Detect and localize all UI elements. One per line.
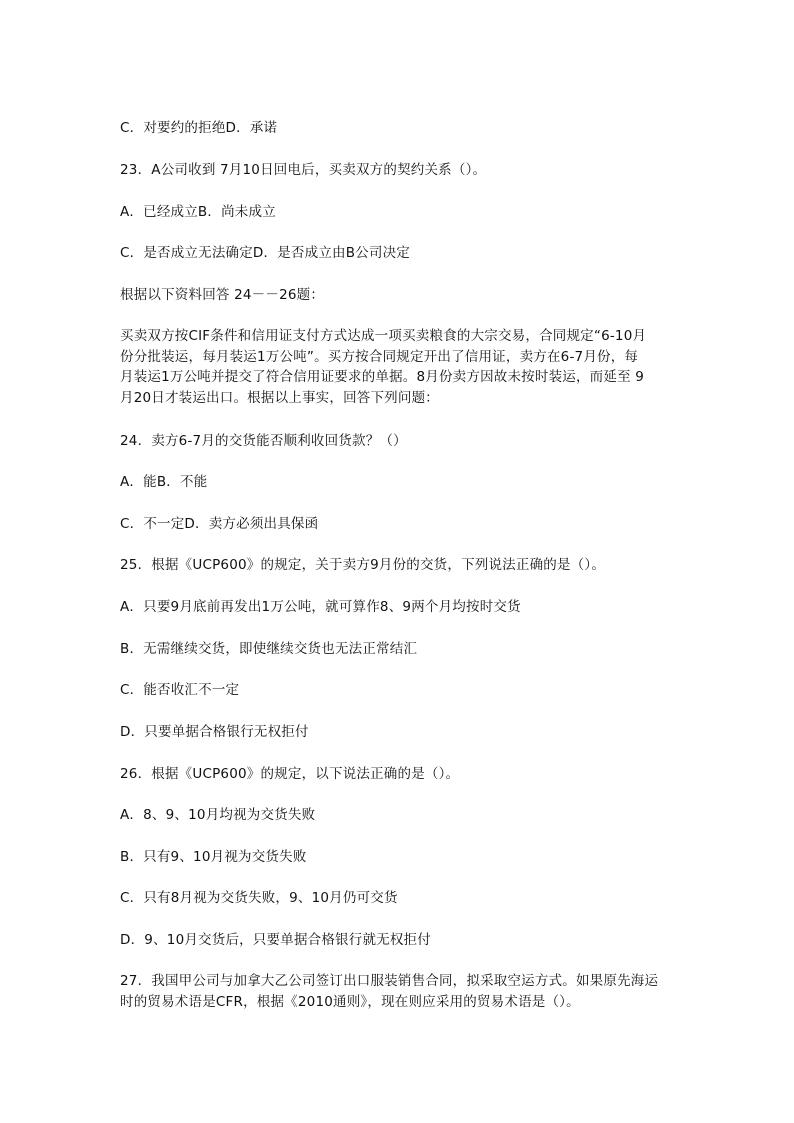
option-line: D．9、10月交货后，只要单据合格银行就无权拒付 bbox=[120, 932, 431, 948]
question-27-line: 27．我国甲公司与加拿大乙公司签订出口服装销售合同，拟采取空运方式。如果原先海运 bbox=[120, 973, 659, 989]
case-paragraph bbox=[120, 326, 680, 408]
option-line: A．只要9月底前再发出1万公吨，就可算作8、9两个月均按时交货 bbox=[120, 599, 521, 615]
question-27-line: 时的贸易术语是CFR，根据《2010通则》，现在则应采用的贸易术语是（）。 bbox=[120, 993, 580, 1010]
option-line: A．能B．不能 bbox=[120, 474, 208, 490]
section-intro: 根据以下资料回答 24－－26题： bbox=[120, 287, 325, 303]
option-line: C．对要约的拒绝D．承诺 bbox=[120, 120, 278, 136]
option-line: A．已经成立B．尚未成立 bbox=[120, 204, 276, 220]
case-line: 月20日才装运出口。根据以上事实，回答下列问题： bbox=[120, 389, 439, 406]
option-line: A．8、9、10月均视为交货失败 bbox=[120, 807, 316, 823]
option-line: C．只有8月视为交货失败，9、10月仍可交货 bbox=[120, 890, 398, 906]
option-line: B．无需继续交货，即使继续交货也无法正常结汇 bbox=[120, 641, 418, 657]
option-line: D．只要单据合格银行无权拒付 bbox=[120, 724, 309, 740]
question-26: 26．根据《UCP600》的规定，以下说法正确的是（）。 bbox=[120, 766, 460, 782]
question-25: 25．根据《UCP600》的规定，关于卖方9月份的交货，下列说法正确的是（）。 bbox=[120, 557, 606, 573]
case-line: 份分批装运，每月装运1万公吨”。买方按合同规定开出了信用证，卖方在6-7月份，每 bbox=[120, 348, 639, 365]
case-line: 买卖双方按CIF条件和信用证支付方式达成一项买卖粮食的大宗交易，合同规定“6-10月 bbox=[120, 328, 647, 344]
question-24: 24．卖方6-7月的交货能否顺利收回货款？（） bbox=[120, 433, 407, 449]
option-line: C．能否收汇不一定 bbox=[120, 682, 240, 698]
option-line: B．只有9、10月视为交货失败 bbox=[120, 849, 307, 865]
question-27 bbox=[120, 971, 680, 1012]
option-line: C．是否成立无法确定D．是否成立由B公司决定 bbox=[120, 245, 410, 261]
option-line: C．不一定D．卖方必须出具保函 bbox=[120, 516, 319, 532]
case-line: 月装运1万公吨并提交了符合信用证要求的单据。8月份卖方因故未按时装运，而延至 9 bbox=[120, 369, 645, 386]
question-23: 23．A公司收到 7月10日回电后，买卖双方的契约关系（）。 bbox=[120, 162, 487, 178]
